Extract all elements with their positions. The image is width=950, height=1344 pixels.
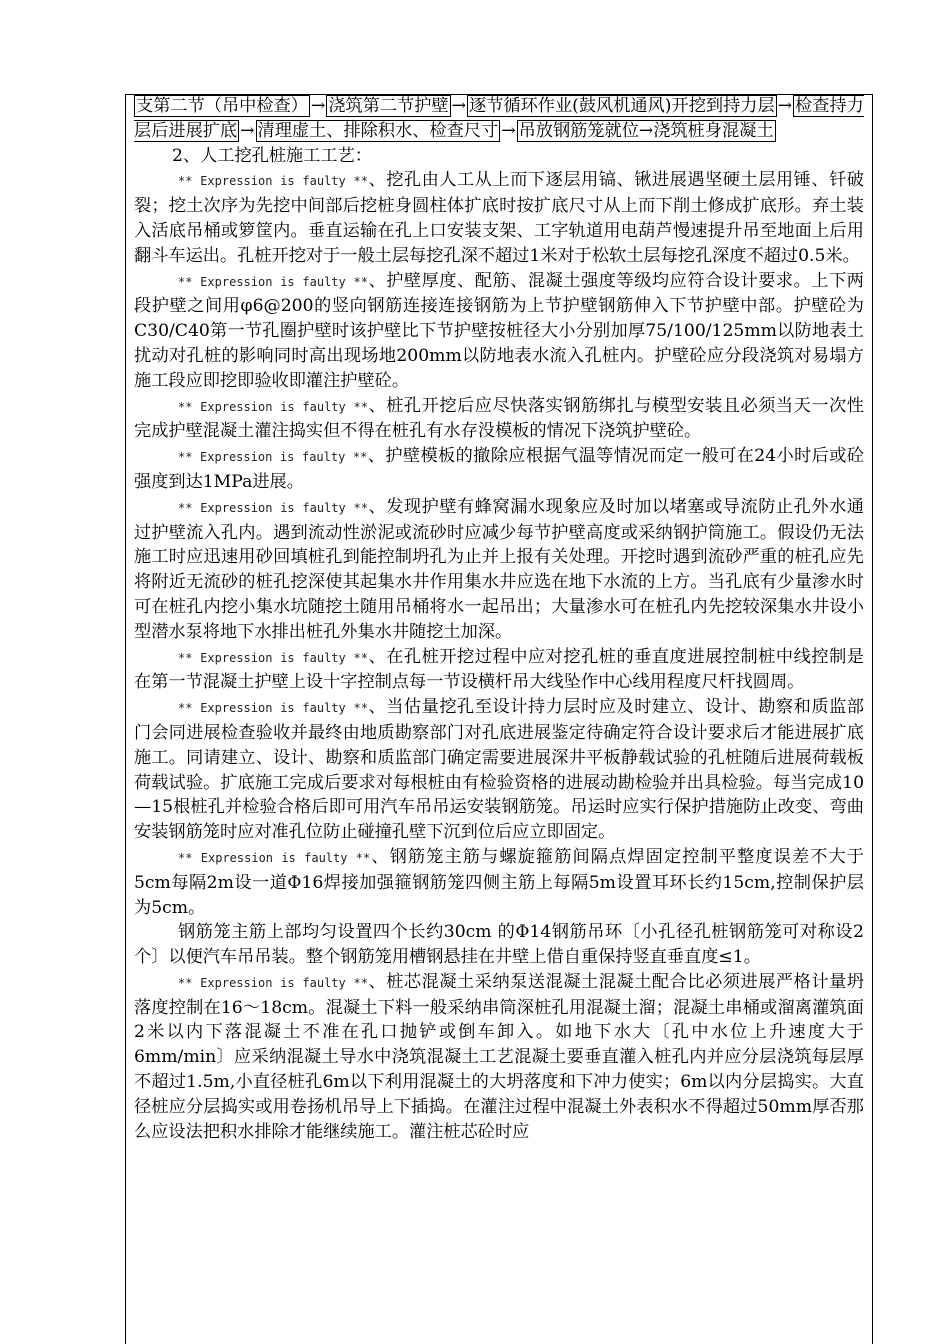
error-tag: ** Expression is faulty ** bbox=[178, 650, 368, 665]
flow-step-4: 检查持力层后进展扩底 bbox=[134, 96, 864, 141]
section-heading: 2、人工挖孔桩施工工艺： bbox=[172, 145, 372, 166]
flow-arrow-2: → bbox=[451, 96, 467, 116]
error-tag: ** Expression is faulty ** bbox=[178, 701, 368, 716]
paragraph-text: 、当估量挖孔至设计持力层时应及时建立、设计、勘察和质监部门会同进展检查验收并最终由地质勘察部门对孔底进展鉴定待确定符合设计要求后才能进展扩底施工。同请建立、设计、勘察和质监部门确定需要进展深井平板静载试验的孔桩随后进展荷载板荷载试验。扩底施工完成后要求对每根桩由有检验资格的进展动勘检验并出具检验。每当完成10—15根桩孔并检验合格后即可用汽车吊吊运安装钢筋笼。吊运时应实行保护措施防止改变、弯曲安装钢筋笼时应对准孔位防止碰撞孔壁下沉到位后应立即固定。 bbox=[134, 697, 864, 843]
paragraph-text: 钢筋笼主筋上部均匀设置四个长约30cm 的Φ14钢筋吊环〔小孔径孔桩钢筋笼可对称设2个〕以便汽车吊吊装。整个钢筋笼用槽钢悬挂在井壁上借自重保持竖直垂直度≤1。 bbox=[134, 922, 864, 968]
error-tag: ** Expression is faulty ** bbox=[178, 274, 368, 289]
paragraph-6 bbox=[134, 645, 864, 696]
error-tag: ** Expression is faulty ** bbox=[178, 850, 371, 865]
paragraph-text: 、发现护壁有蜂窝漏水现象应及时加以堵塞或导流防止孔外水通过护壁流入孔内。遇到流动性淤泥或流砂时应减少每节护壁高度或采纳钢护筒施工。假设仍无法施工时应迅速用砂回填桩孔到能控制坍孔为止并上报有关处理。开挖时遇到流砂严重的桩孔应先将附近无流砂的桩孔挖深使其起集水井作用集水井应选在地下水流的上方。当孔底有少量渗水时可在桩孔内挖小集水坑随挖土随用吊桶将水一起吊出；大量渗水可在桩孔内先挖较深集水井设小型潜水泵将地下水排出桩孔外集水井随挖土加深。 bbox=[134, 496, 864, 642]
document-body bbox=[134, 94, 864, 1144]
paragraph-1 bbox=[134, 168, 864, 268]
paragraph-5 bbox=[134, 495, 864, 645]
flow-step-2: 浇筑第二节护壁 bbox=[328, 96, 449, 116]
error-tag: ** Expression is faulty ** bbox=[178, 450, 368, 465]
paragraph-3 bbox=[134, 394, 864, 445]
paragraph-text: 、护壁厚度、配筋、混凝土强度等级均应符合设计要求。上下两段护壁之间用φ6@200的竖向钢筋连接连接钢筋为上节护壁钢筋伸入下节护壁中部。护壁砼为C30/C40第一节孔圈护壁时该护壁比下节护壁按桩径大小分别加厚75/100/125mm以防地表土扰动对孔桩的影响同时高出现场地200mm以防地表水流入孔桩内。护壁砼应分段浇筑对易塌方施工段应即挖即验收即灌注护壁砼。 bbox=[134, 270, 864, 391]
paragraph-text: 、桩孔开挖后应尽快落实钢筋绑扎与模型安装且必须当天一次性完成护壁混凝土灌注捣实但不得在桩孔有水存没模板的情况下浇筑护壁砼。 bbox=[134, 395, 864, 442]
flow-step-3: 逐节循环作业(鼓风机通风)开挖到持力层 bbox=[469, 96, 775, 116]
error-tag: ** Expression is faulty ** bbox=[178, 174, 368, 189]
paragraph-4 bbox=[134, 444, 864, 495]
paragraph-10 bbox=[134, 970, 864, 1145]
paragraph-text: 、钢筋笼主筋与螺旋箍筋间隔点焊固定控制平整度误差不大于5cm每隔2m设一道Φ16焊接加强箍钢筋笼四侧主筋上每隔5m设置耳环长约15cm,控制保护层为5cm。 bbox=[134, 846, 864, 918]
error-tag: ** Expression is faulty ** bbox=[178, 500, 368, 515]
error-tag: ** Expression is faulty ** bbox=[178, 399, 368, 414]
paragraph-text: 、在孔桩开挖过程中应对挖孔桩的垂直度进展控制桩中线控制是在第一节混凝土护壁上设十字控制点每一节设横杆吊大线坠作中心线用程度尺杆找圆周。 bbox=[134, 646, 864, 693]
paragraph-7 bbox=[134, 695, 864, 845]
process-flow bbox=[134, 94, 864, 144]
flow-arrow-4: → bbox=[240, 120, 255, 141]
flow-step-1: 支第二节（吊中检查） bbox=[136, 96, 308, 116]
flow-arrow-5: → bbox=[501, 120, 516, 141]
error-tag: ** Expression is faulty ** bbox=[178, 975, 368, 990]
flow-arrow-3: → bbox=[777, 96, 793, 116]
flow-step-6: 吊放钢筋笼就位→浇筑桩身混凝土 bbox=[518, 120, 774, 141]
paragraph-2 bbox=[134, 269, 864, 394]
paragraph-text: 、护壁模板的撤除应根据气温等情况而定一般可在24小时后或砼强度到达1MPa进展。 bbox=[134, 446, 865, 492]
flow-arrow-1: → bbox=[310, 96, 326, 116]
paragraph-text: 、桩芯混凝土采纳泵送混凝土混凝土配合比必须进展严格计量坍落度控制在16～18cm。混凝土下料一般采纳串筒深桩孔用混凝土溜；混凝土串桶或溜离灌筑面2米以内下落混凝土不准在孔口抛铲或倒车卸入。如地下水大〔孔中水位上升速度大于6mm/min〕应采纳混凝土导水中浇筑混凝土工艺混凝土要垂直灌入桩孔内并应分层浇筑每层厚不超过1.5m,小直径桩孔6m以下利用混凝土的大坍落度和下冲力使实；6m以内分层捣实。大直径桩应分层捣实或用卷扬机吊导上下插捣。在灌注过程中混凝土外表积水不得超过50mm厚否那么应设法把积水排除才能继续施工。灌注桩芯砼时应 bbox=[134, 971, 864, 1142]
paragraph-9 bbox=[134, 920, 864, 970]
paragraph-8 bbox=[134, 845, 864, 920]
paragraph-text: 、挖孔由人工从上而下逐层用镐、锹进展遇坚硬土层用锤、钎破裂；挖土次序为先挖中间部后挖桩身圆柱体扩底时按扩底尺寸从上而下削土修成扩底形。弃土装入活底吊桶或箩筐内。垂直运输在孔上口安装支架、工字轨道用电葫芦慢速提升吊至地面上后用翻斗车运出。孔桩开挖对于一般土层每挖孔深不超过1米对于松软土层每挖孔深度不超过0.5米。 bbox=[134, 170, 864, 266]
flow-step-5: 清理虚土、排除积水、检查尺寸 bbox=[257, 120, 499, 141]
